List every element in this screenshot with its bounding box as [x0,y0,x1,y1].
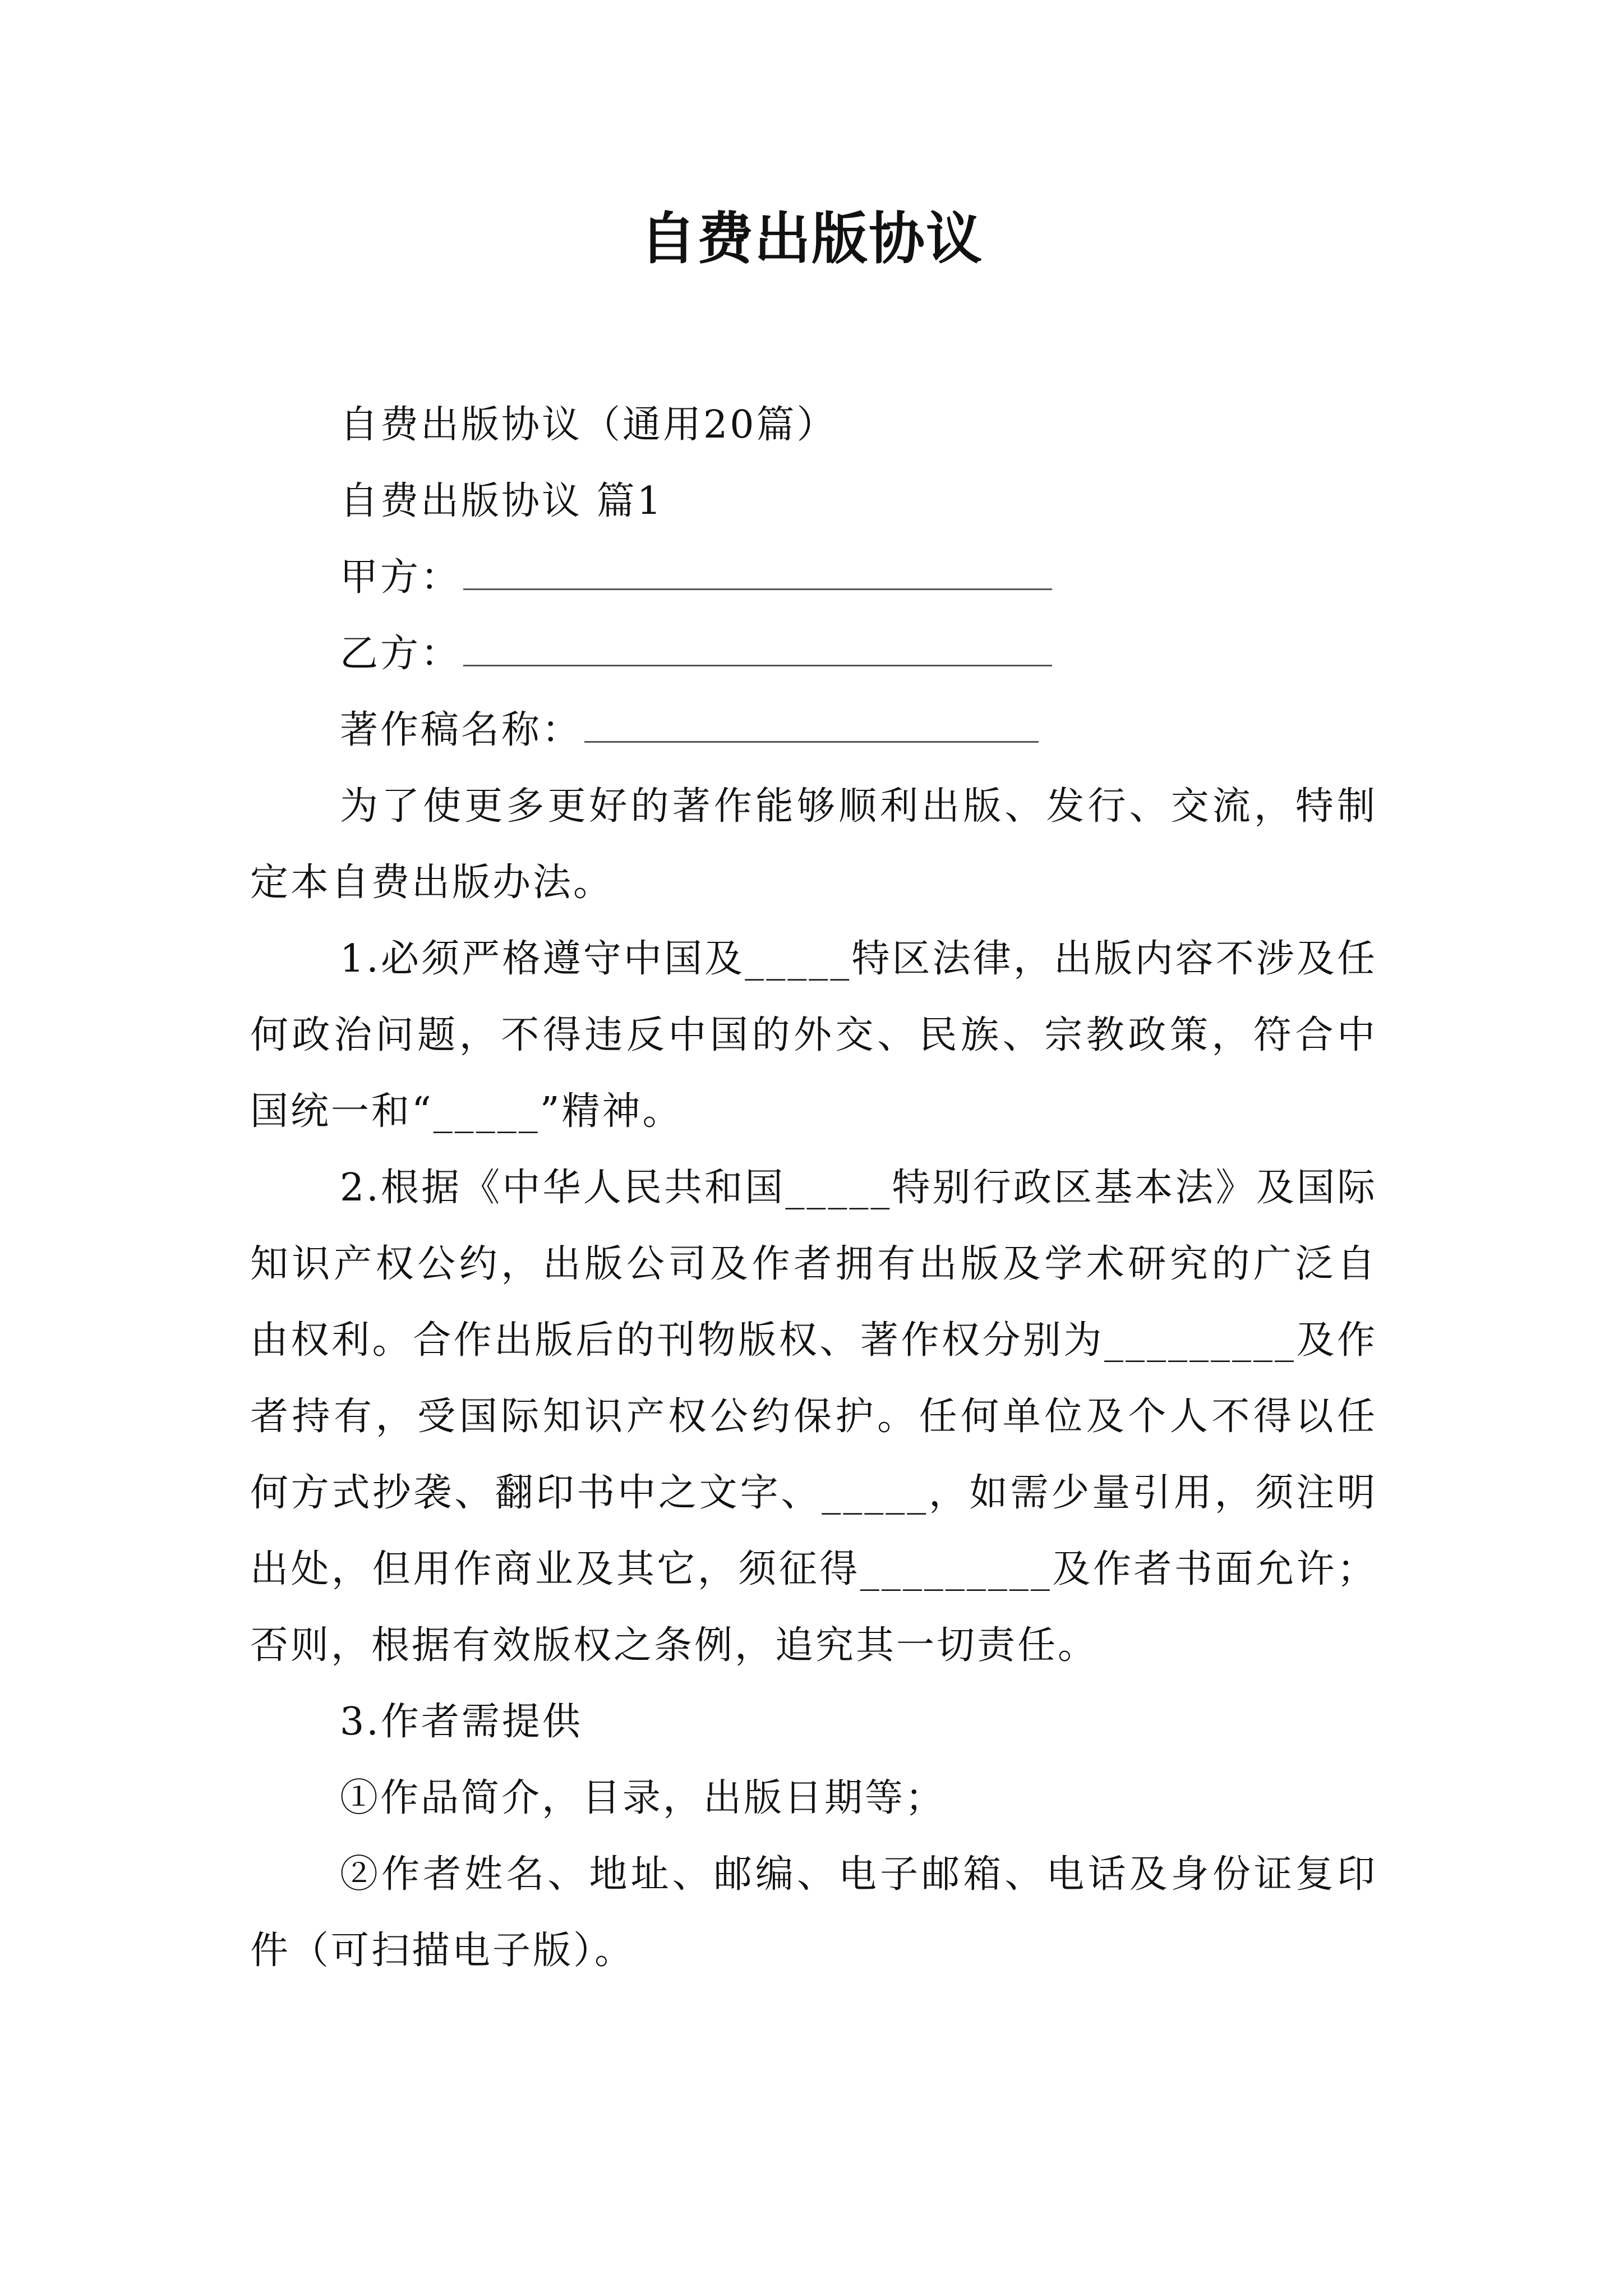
document-body [250,769,1377,1989]
work-name-blank [584,702,1039,743]
document-subtitle: 自费出版协议（通用20篇） [340,403,837,447]
party-b-blank [463,625,1052,666]
clause-3-item-2: ②作者姓名、地址、邮编、电子邮箱、电话及身份证复印件（可扫描电子版）。 [250,1852,1377,1973]
work-name-label: 著作稿名称： [340,708,583,752]
party-b-field [250,616,1052,692]
party-a-field [250,540,1052,616]
party-a-blank [463,549,1052,590]
clause-2-paragraph: 2.根据《中华人民共和国_____特别行政区基本法》及国际知识产权公约，出版公司及作者拥有出版及学术研究的广泛自由权利。合作出版后的刊物版权、著作权分别为_________及作者持有，受国际知识产权公约保护。任何单位及个人不得以任何方式抄袭、翻印书中之文字、_____，如需少量引用，须注明出处，但用作商业及其它，须征得_________及作者书面允许；否则，根据有效版权之条例，追究其一切责任。 [250,1166,1377,1668]
clause-3-heading: 3.作者需提供 [340,1700,583,1744]
work-name-field [250,692,1039,769]
clause-1-paragraph: 1.必须严格遵守中国及_____特区法律，出版内容不涉及任何政治问题，不得违反中国的外交、民族、宗教政策，符合中国统一和“_____”精神。 [250,937,1377,1134]
party-a-label: 甲方： [340,555,462,600]
document-title: 自费出版协议 [640,205,983,272]
section-heading: 自费出版协议 篇1 [340,479,663,523]
intro-paragraph: 为了使更多更好的著作能够顺利出版、发行、交流，特制定本自费出版办法。 [250,784,1377,905]
party-b-label: 乙方： [340,632,462,676]
clause-3-item-1: ①作品简介，目录，出版日期等； [340,1776,946,1820]
